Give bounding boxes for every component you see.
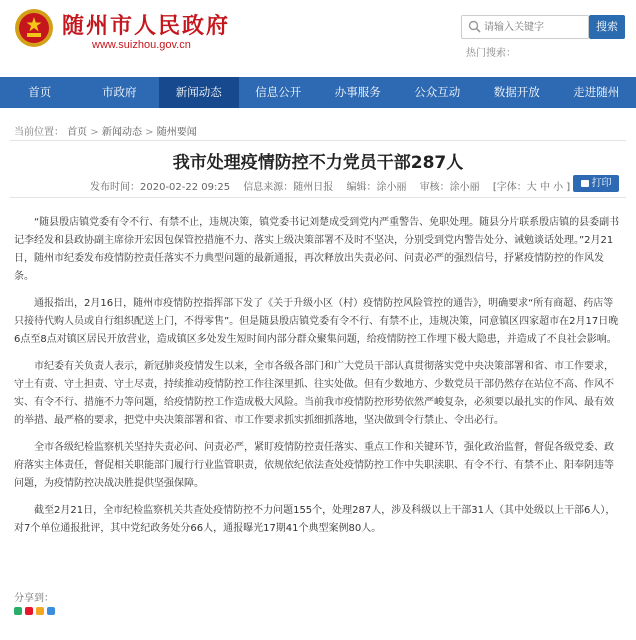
site-name[interactable]: 随州市人民政府 (62, 13, 231, 39)
divider (10, 197, 626, 198)
qq-share-icon[interactable] (47, 607, 55, 615)
print-icon (581, 180, 589, 187)
nav-item-info-disclosure[interactable]: 信息公开 (255, 85, 302, 99)
nav-item-public-interaction[interactable]: 公众互动 (414, 85, 461, 99)
font-size-control[interactable]: [字体：大 中 小 ] (492, 182, 571, 193)
search-button[interactable]: 搜索 (589, 15, 625, 39)
reviewer: 审核：涂小丽 (419, 182, 480, 193)
article-paragraph: 截至2月21日，全市纪检监察机关共查处疫情防控不力问题155个，处理287人，涉及科级以上干部31人（其中处级以上干部6人），对7个单位通报批评，其中党纪政务处分66人，通报曝光17期41个典型案例80人。 (14, 505, 616, 534)
breadcrumb-item-home[interactable]: 首页 (67, 127, 88, 138)
nav-item-about-suizhou[interactable]: 走进随州 (573, 85, 620, 99)
breadcrumb-label: 当前位置： (14, 127, 64, 138)
article-body (14, 214, 620, 547)
share-label: 分享到： (14, 593, 54, 604)
article-paragraph: 市纪委有关负责人表示，新冠肺炎疫情发生以来，全市各级各部门和广大党员干部认真贯彻落实党中央决策部署和省、市工作要求，守土有责、守土担责、守土尽责，持续推动疫情防控工作往深里抓、往实处做。但有少数地方、少数党员干部仍然存在站位不高、作风不实、有令不行、措施不力等问题，给疫情防控工作造成极大风险。当前我市疫情防控形势依然严峻复杂，必须要以最扎实的作风、最有效的举措、最严格的要求，把党中央决策部署和省、市工作要求抓实抓细抓落地，坚决做到令行禁止、令出必行。 (14, 361, 614, 426)
info-source: 信息来源：随州日报 (243, 182, 334, 193)
nav-item-news[interactable]: 新闻动态 (159, 77, 239, 108)
weixin-share-icon[interactable] (14, 607, 22, 615)
nav-item-services[interactable]: 办事服务 (334, 85, 381, 99)
article-title: 我市处理疫情防控不力党员干部287人 (172, 153, 464, 173)
breadcrumb (14, 123, 197, 138)
hot-search-label: 热门搜索： (466, 48, 516, 59)
nav-item-home[interactable]: 首页 (28, 85, 52, 99)
weibo-share-icon[interactable] (25, 607, 33, 615)
nav-item-open-data[interactable]: 数据开放 (493, 85, 540, 99)
breadcrumb-item-news[interactable]: 新闻动态 (101, 127, 142, 138)
search-input[interactable] (484, 18, 584, 36)
breadcrumb-separator: > (145, 127, 154, 138)
main-nav (0, 77, 636, 108)
article-paragraph: 全市各级纪检监察机关坚持失责必问、问责必严，紧盯疫情防控责任落实、重点工作和关键环节，强化政治监督，督促各级党委、政府落实主体责任，督促相关职能部门履行行业监管职责，依规依纪依法查处疫情防控工作中失职渎职、有令不行、有禁不止、阳奉阴违等问题，为疫情防控决战决胜提供坚强保障。 (14, 442, 614, 489)
editor: 编辑：涂小丽 (346, 182, 407, 193)
print-label: 打印 (591, 178, 612, 189)
national-emblem-icon (14, 8, 54, 48)
article-paragraph: 通报指出，2月16日，随州市疫情防控指挥部下发了《关于升级小区（村）疫情防控风险管控的通告》，明确要求“所有商超、药店等只接待代购人员或自行组织配送上门，不得零售”。但是随县殷店镇党委有令不行、有禁不止，违规决策，同意镇区四家超市在2月17日晚6点至8点对镇区居民开放营业，造成镇区多处发生短时间内部分群众聚集问题，给疫情防控工作埋下极大隐患，并造成了不良社会影响。 (14, 298, 619, 345)
share-section (14, 589, 55, 615)
qzone-share-icon[interactable] (36, 607, 44, 615)
publish-time: 发布时间：2020-02-22 09:25 (90, 182, 231, 193)
divider (10, 140, 626, 141)
search-box (461, 15, 589, 39)
print-button[interactable] (573, 175, 619, 192)
site-url: www.suizhou.gov.cn (92, 39, 191, 51)
search-icon (468, 20, 481, 33)
breadcrumb-item-suizhou-news[interactable]: 随州要闻 (156, 127, 197, 138)
site-header (0, 0, 636, 76)
article-meta (90, 178, 580, 193)
share-icons (14, 607, 55, 615)
nav-item-government[interactable]: 市政府 (102, 85, 137, 99)
article-paragraph: “随县殷店镇党委有令不行、有禁不止，违规决策，镇党委书记刘楚成受到党内严重警告、免职处理。随县分片联系殷店镇的县委副书记李经发和县政协副主席徐开宏因包保管控措施不力、落实上级决策部署不及时不坚决，分别受到党内警告处分、诫勉谈话处理。”2月21日，随州市纪委发布疫情防控责任落实不力典型问题的最新通报，再次释放出失责必问、问责必严的强烈信号，抒紧疫情防控的作风发条。 (14, 217, 620, 282)
breadcrumb-separator: > (90, 127, 99, 138)
